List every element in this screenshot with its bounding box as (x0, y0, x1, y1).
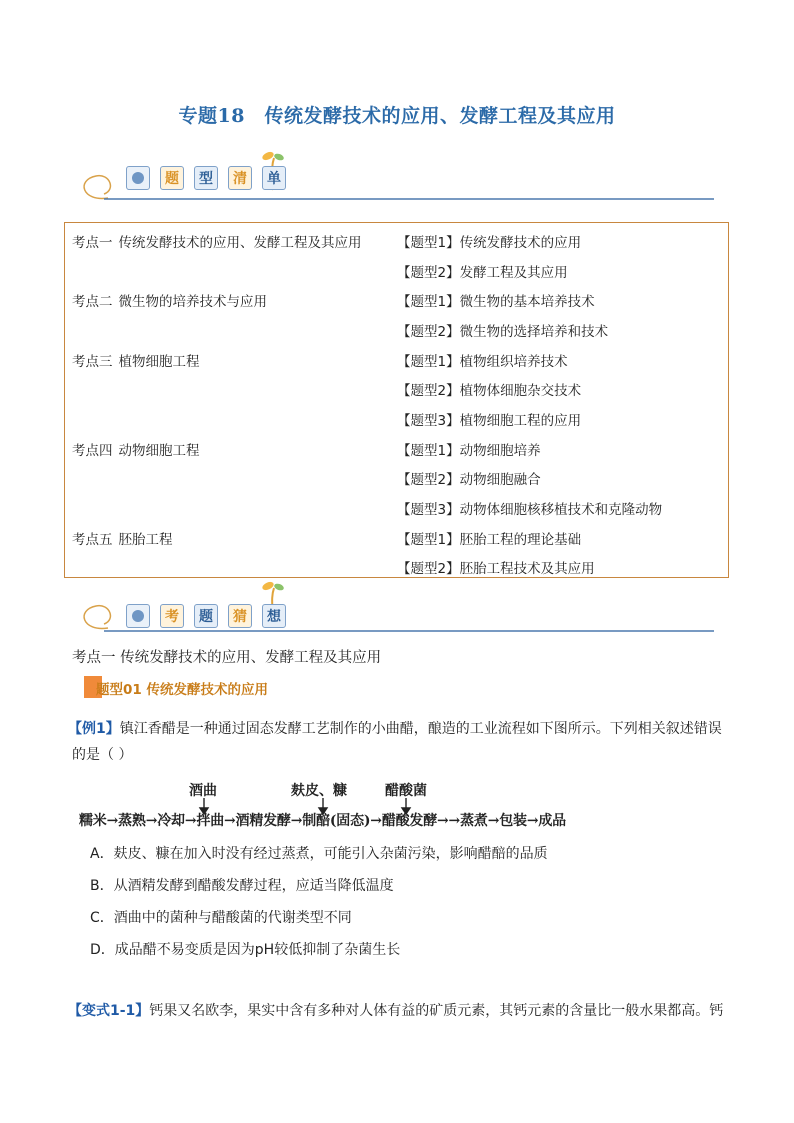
tixing-item: 【题型1】植物组织培养技术 (397, 354, 568, 370)
tixing-item: 【题型1】微生物的基本培养技术 (397, 294, 595, 310)
kaodian-item: 考点三 植物细胞工程 (72, 354, 200, 370)
page-title: 专题18 传统发酵技术的应用、发酵工程及其应用 (178, 105, 616, 127)
example-question (68, 716, 732, 768)
kaodian-item: 考点一 传统发酵技术的应用、发酵工程及其应用 (72, 235, 362, 251)
variant-question (68, 998, 732, 1024)
option-b: B．从酒精发酵到醋酸发酵过程，应适当降低温度 (90, 878, 394, 894)
section-char: 想 (262, 604, 286, 628)
tixing-item: 【题型3】植物细胞工程的应用 (397, 413, 582, 429)
flow-input-label: 麸皮、糠 (291, 783, 347, 799)
tixing-item: 【题型1】动物细胞培养 (397, 443, 541, 459)
kaodian-item: 考点四 动物细胞工程 (72, 443, 200, 459)
section-number-icon (126, 166, 150, 190)
process-flow-diagram (79, 780, 639, 834)
section-number-icon (126, 604, 150, 628)
section-header-kaoti-caixiang (74, 580, 724, 642)
kaodian-item: 考点五 胚胎工程 (72, 532, 173, 548)
tixing-item: 【题型2】胚胎工程技术及其应用 (397, 561, 595, 577)
section-header-tixing-qingdan (74, 150, 724, 212)
flow-sequence: 糯米→蒸熟→冷却→拌曲→酒精发酵→制醅(固态)→醋酸发酵→→蒸煮→包装→成品 (79, 813, 566, 829)
tixing-heading-text: 题型01 传统发酵技术的应用 (96, 682, 268, 698)
variant-tag: 【变式1-1】 (68, 1003, 150, 1019)
tixing-item: 【题型2】微生物的选择培养和技术 (397, 324, 609, 340)
example-text-cont: 的是（ ） (72, 747, 133, 763)
option-a: A．麸皮、糠在加入时没有经过蒸煮，可能引入杂菌污染，影响醋醅的品质 (90, 846, 548, 862)
section-char: 题 (160, 166, 184, 190)
section-char: 单 (262, 166, 286, 190)
kaodian-item: 考点二 微生物的培养技术与应用 (72, 294, 267, 310)
example-tag: 【例1】 (68, 721, 120, 737)
section-char: 清 (228, 166, 252, 190)
topic-list-box (64, 222, 729, 578)
section-char: 猜 (228, 604, 252, 628)
tixing-item: 【题型1】传统发酵技术的应用 (397, 235, 582, 251)
tixing-item: 【题型1】胚胎工程的理论基础 (397, 532, 582, 548)
tixing-item: 【题型2】发酵工程及其应用 (397, 265, 568, 281)
flow-input-label: 醋酸菌 (385, 783, 427, 799)
tixing-item: 【题型3】动物体细胞核移植技术和克隆动物 (397, 502, 663, 518)
kaodian-heading: 考点一 传统发酵技术的应用、发酵工程及其应用 (72, 650, 382, 666)
tixing-item: 【题型2】植物体细胞杂交技术 (397, 383, 582, 399)
variant-text: 钙果又名欧李，果实中含有多种对人体有益的矿质元素，其钙元素的含量比一般水果都高。钙 (149, 1003, 724, 1019)
flow-input-label: 酒曲 (189, 783, 217, 799)
example-text: 镇江香醋是一种通过固态发酵工艺制作的小曲醋，酿造的工业流程如下图所示。下列相关叙述错误 (119, 721, 722, 737)
option-c: C．酒曲中的菌种与醋酸菌的代谢类型不同 (90, 910, 352, 926)
section-char: 型 (194, 166, 218, 190)
tixing-item: 【题型2】动物细胞融合 (397, 472, 541, 488)
section-char: 考 (160, 604, 184, 628)
option-d: D．成品醋不易变质是因为pH较低抑制了杂菌生长 (90, 942, 401, 958)
section-char: 题 (194, 604, 218, 628)
